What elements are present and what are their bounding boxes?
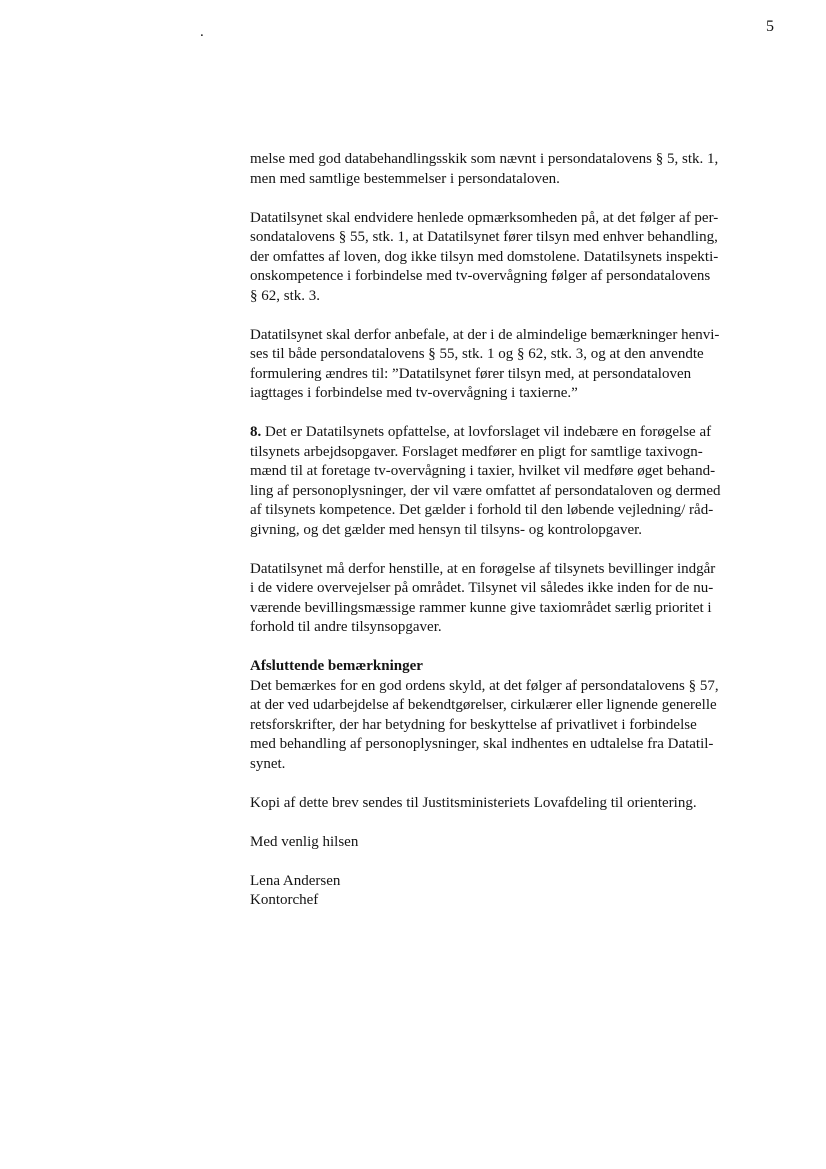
text-line: ling af personoplysninger, der vil være omfattet af persondataloven og dermed <box>250 482 721 499</box>
text-span: Det er Datatilsynets opfattelse, at lovforslaget vil indebære en forøgelse af <box>265 424 712 440</box>
text-line: formulering ændres til: ”Datatilsynet fører tilsyn med, at persondataloven <box>250 365 692 382</box>
page-number: 5 <box>766 18 774 35</box>
paragraph <box>250 677 795 775</box>
section-heading: Afsluttende bemærkninger <box>250 658 423 674</box>
paragraph <box>250 326 795 404</box>
item-number: 8. <box>250 424 262 440</box>
text-line: Det bemærkes for en god ordens skyld, at det følger af persondatalovens § 57, <box>250 677 719 694</box>
text-line: mænd til at foretage tv-overvågning i taxier, hvilket vil medføre øget behand- <box>250 463 716 479</box>
text-line: iagttages i forbindelse med tv-overvågning i taxierne.” <box>250 385 578 401</box>
text-line: at der ved udarbejdelse af bekendtgørelser, cirkulærer eller lignende generelle <box>250 697 717 713</box>
text-line: forhold til andre tilsynsopgaver. <box>250 619 442 635</box>
paragraph <box>250 560 795 638</box>
text-line: § 62, stk. 3. <box>250 287 321 304</box>
paragraph <box>250 150 795 189</box>
text-line: onskompetence i forbindelse med tv-overvågning følger af persondatalovens <box>250 268 711 284</box>
letter-body <box>250 150 795 911</box>
signature-title: Kontorchef <box>250 892 319 908</box>
text-line: givning, og det gælder med hensyn til tilsyns- og kontrolopgaver. <box>250 521 643 538</box>
text-line: af tilsynets kompetence. Det gælder i forhold til den løbende vejledning/ råd- <box>250 502 714 518</box>
signature-name: Lena Andersen <box>250 872 341 889</box>
text-line: Datatilsynet må derfor henstille, at en forøgelse af tilsynets bevillinger indgår <box>250 560 716 577</box>
text-line: værende bevillingsmæssige rammer kunne give taxiområdet særlig prioritet i <box>250 599 712 616</box>
text-line: Kopi af dette brev sendes til Justitsministeriets Lovafdeling til orientering. <box>250 794 697 811</box>
text-line: Datatilsynet skal endvidere henlede opmærksomheden på, at det følger af per- <box>250 209 719 226</box>
text-line: melse med god databehandlingsskik som nævnt i persondatalovens § 5, stk. 1, <box>250 151 719 167</box>
text-line: men med samtlige bestemmelser i persondataloven. <box>250 170 560 187</box>
paragraph <box>250 423 795 540</box>
paragraph <box>250 209 795 307</box>
text-line: sondatalovens § 55, stk. 1, at Datatilsynet fører tilsyn med enhver behandling, <box>250 229 718 245</box>
text-line: Datatilsynet skal derfor anbefale, at der i de almindelige bemærkninger henvi- <box>250 326 720 343</box>
salutation: Med venlig hilsen <box>250 833 359 850</box>
text-line: synet. <box>250 755 286 772</box>
text-line: der omfattes af loven, dog ikke tilsyn med domstolene. Datatilsynets inspekti- <box>250 248 719 265</box>
text-line: i de videre overvejelser på området. Tilsynet vil således ikke inden for de nu- <box>250 580 714 596</box>
text-line: tilsynets arbejdsopgaver. Forslaget medfører en pligt for samtlige taxivogn- <box>250 443 703 460</box>
text-line: retsforskrifter, der har betydning for beskyttelse af privatlivet i forbindelse <box>250 716 697 733</box>
text-line: ses til både persondatalovens § 55, stk. 1 og § 62, stk. 3, og at den anvendte <box>250 346 704 362</box>
stray-mark: . <box>200 24 204 40</box>
text-line <box>250 423 795 443</box>
signature-block <box>250 872 795 911</box>
text-line: med behandling af personoplysninger, skal indhentes en udtalelse fra Datatil- <box>250 736 714 752</box>
paragraph <box>250 794 795 814</box>
